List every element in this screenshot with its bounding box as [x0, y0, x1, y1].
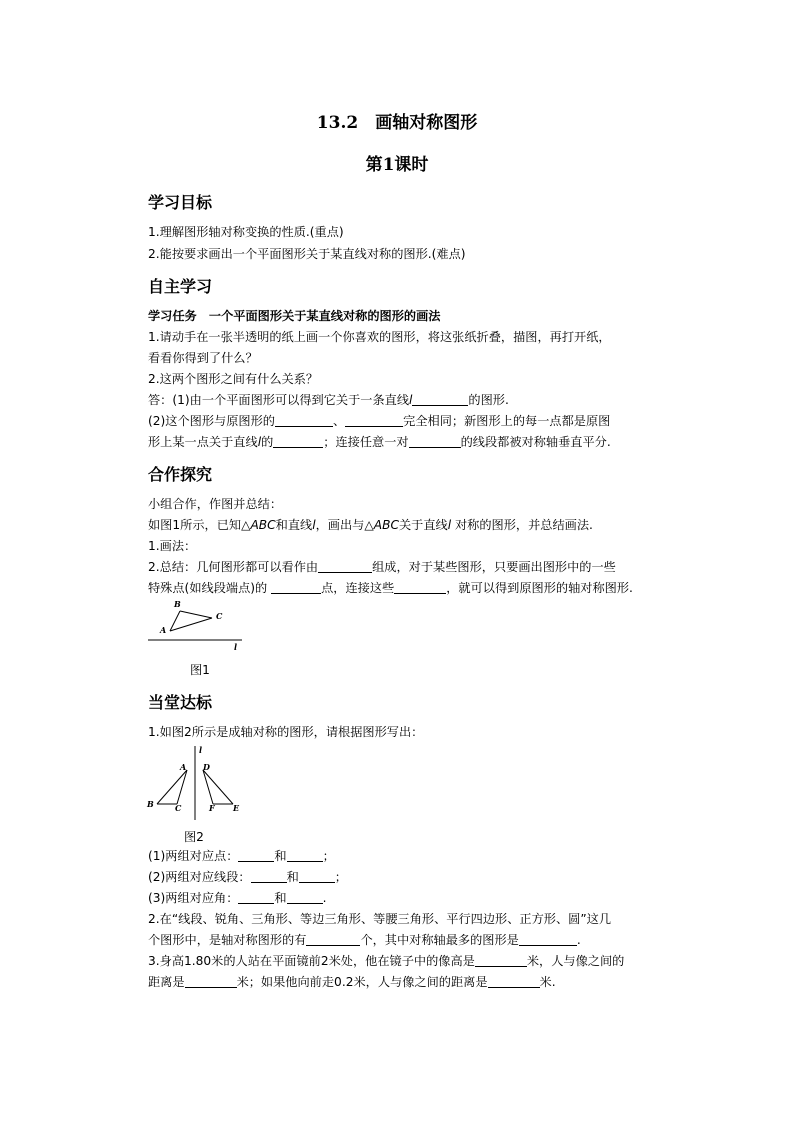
question-text: 米.	[539, 975, 556, 989]
explore-intro: 小组合作，作图并总结：	[148, 497, 283, 511]
goal-1: 1.理解图形轴对称变换的性质.(重点)	[148, 225, 344, 239]
section-heading-explore: 合作探究	[148, 465, 213, 484]
answer-3-text: 形上某一点关于直线	[148, 435, 258, 449]
label-b: B	[147, 799, 154, 809]
method-step-1: 1.画法：	[148, 539, 197, 553]
answer-3-tail: 的线段都被对称轴垂直平分.	[460, 435, 611, 449]
figure-1-diagram	[140, 598, 250, 654]
label-e: E	[233, 803, 240, 813]
label-a: A	[180, 762, 187, 772]
label-f: F	[209, 803, 215, 813]
answer-1	[148, 392, 509, 408]
label-l: l	[199, 745, 203, 755]
question-text: 米，人与像之间的	[526, 954, 625, 968]
summary-text: 组成，对于某些图形，只要画出图形中的一些	[372, 560, 616, 574]
answer-blank[interactable]	[287, 849, 323, 862]
answer-blank[interactable]	[251, 870, 287, 883]
summary-text: 特殊点(如线段端点)的	[148, 581, 272, 595]
sub-question-1	[148, 848, 335, 864]
sub-question-text: (1)两组对应点：	[148, 849, 239, 863]
label-a: A	[160, 625, 167, 635]
answer-blank[interactable]	[299, 870, 335, 883]
sub-question-text: (2)两组对应线段：	[148, 870, 251, 884]
question-1-line-2: 看看你得到了什么？	[148, 351, 258, 365]
explore-problem	[148, 517, 593, 533]
question-text: 个，其中对称轴最多的图形是	[360, 933, 519, 947]
method-summary-line-1	[148, 559, 616, 575]
label-b: B	[174, 599, 181, 609]
practice-question-3-line-2	[148, 974, 556, 990]
answer-2-text: (2)这个图形与原图形的	[148, 414, 275, 428]
practice-question-1: 1.如图2所示是成轴对称的图形，请根据图形写出：	[148, 725, 424, 739]
line-l-symbol: l	[312, 518, 316, 532]
punctuation: .	[322, 891, 327, 905]
answer-blank[interactable]	[345, 414, 403, 427]
sub-question-3	[148, 890, 326, 906]
figure-2-diagram	[140, 744, 250, 822]
summary-text: ，就可以得到原图形的轴对称图形.	[446, 581, 633, 595]
task-heading: 学习任务 一个平面图形关于某直线对称的图形的画法	[148, 309, 441, 323]
answer-blank[interactable]	[275, 414, 333, 427]
method-summary-line-2	[148, 580, 633, 596]
label-d: D	[203, 762, 210, 772]
answer-1-tail: 的图形.	[468, 393, 509, 407]
label-c: C	[216, 611, 223, 621]
answer-3-mid: 的	[261, 435, 274, 449]
page-title: 13.2 画轴对称图形	[316, 113, 478, 133]
question-text: 米；如果他向前走0.2米，人与像之间的距离是	[236, 975, 488, 989]
explore-text: 对称的图形，并总结画法.	[451, 518, 593, 532]
answer-blank[interactable]	[287, 891, 323, 904]
answer-blank[interactable]	[271, 581, 321, 594]
answer-blank[interactable]	[475, 954, 527, 967]
answer-blank[interactable]	[273, 435, 323, 448]
goal-2: 2.能按要求画出一个平面图形关于某直线对称的图形.(难点)	[148, 247, 466, 261]
explore-text: ，画出与△	[315, 518, 374, 532]
answer-blank[interactable]	[488, 975, 540, 988]
separator: 、	[332, 414, 346, 428]
figure-1-caption: 图1	[190, 663, 210, 677]
answer-3-mid2: ；连接任意一对	[323, 435, 409, 449]
answer-blank[interactable]	[394, 581, 446, 594]
triangle-abc-symbol: ABC	[373, 518, 399, 532]
explore-text: 关于直线	[398, 518, 448, 532]
answer-2-line-1	[148, 413, 610, 429]
summary-text: 点，连接这些	[321, 581, 395, 595]
punctuation: ；	[334, 870, 347, 884]
answer-blank[interactable]	[238, 849, 274, 862]
question-2: 2.这两个图形之间有什么关系？	[148, 372, 319, 386]
answer-2-line-2	[148, 434, 611, 450]
question-text: 个图形中，是轴对称图形的有	[148, 933, 307, 947]
label-l: l	[234, 642, 238, 652]
segment-ac	[170, 618, 212, 631]
answer-2-tail: 完全相同；新图形上的每一点都是原图	[403, 414, 611, 428]
and-text: 和	[286, 870, 299, 884]
practice-question-2-line-1: 2.在“线段、锐角、三角形、等边三角形、等腰三角形、平行四边形、正方形、圆”这几	[148, 912, 612, 926]
triangle-abc-symbol: ABC	[250, 518, 276, 532]
page-subtitle: 第1课时	[365, 155, 429, 175]
and-text: 和	[274, 891, 287, 905]
and-text: 和	[274, 849, 287, 863]
question-text: 3.身高1.80米的人站在平面镜前2米处，他在镜子中的像高是	[148, 954, 475, 968]
answer-blank[interactable]	[238, 891, 274, 904]
answer-blank[interactable]	[185, 975, 237, 988]
line-l-symbol: l	[409, 393, 413, 407]
punctuation: .	[576, 933, 581, 947]
line-l-symbol: l	[447, 518, 452, 532]
figure-2-caption: 图2	[184, 830, 204, 844]
punctuation: ；	[322, 849, 335, 863]
explore-text: 如图1所示，已知△	[148, 518, 251, 532]
answer-1-text: 答：(1)由一个平面图形可以得到它关于一条直线	[148, 393, 410, 407]
section-heading-goals: 学习目标	[148, 193, 213, 212]
practice-question-3-line-1	[148, 953, 624, 969]
section-heading-practice: 当堂达标	[148, 693, 213, 712]
answer-blank[interactable]	[306, 933, 360, 946]
answer-blank[interactable]	[409, 435, 461, 448]
label-c: C	[175, 803, 182, 813]
answer-blank[interactable]	[412, 393, 468, 406]
answer-blank[interactable]	[318, 560, 372, 573]
question-text: 距离是	[148, 975, 185, 989]
question-1-line-1: 1.请动手在一张半透明的纸上画一个你喜欢的图形，将这张纸折叠，描图，再打开纸，	[148, 330, 611, 344]
summary-text: 2.总结：几何图形都可以看作由	[148, 560, 319, 574]
segment-bc	[180, 611, 212, 618]
line-l-symbol: l	[257, 435, 262, 449]
practice-question-2-line-2	[148, 932, 581, 948]
sub-question-2	[148, 869, 347, 885]
sub-question-text: (3)两组对应角：	[148, 891, 239, 905]
explore-text: 和直线	[275, 518, 313, 532]
answer-blank[interactable]	[519, 933, 577, 946]
section-heading-self-study: 自主学习	[148, 277, 213, 296]
